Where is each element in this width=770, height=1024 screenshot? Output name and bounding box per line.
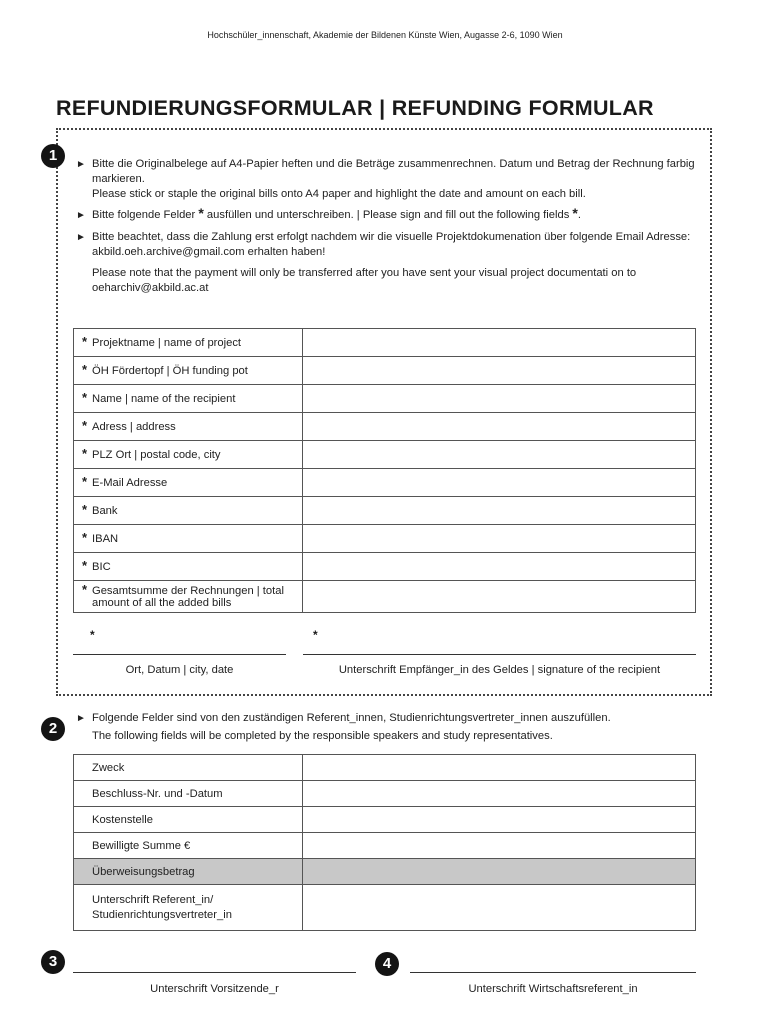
official-use-table [73, 754, 696, 931]
official-field-label: Beschluss-Nr. und -Datum [74, 781, 303, 807]
field-label-cell [74, 553, 303, 581]
official-field-input[interactable] [302, 755, 695, 781]
official-row [74, 807, 696, 833]
official-field-input[interactable] [302, 807, 695, 833]
required-star: * [82, 473, 88, 489]
place-date-label: Ort, Datum | city, date [125, 664, 234, 676]
instruction-1-en: Please stick or staple the original bills onto A4 paper and highlight the date and amount on each bill. [92, 188, 586, 200]
official-field-label: Unterschrift Referent_in/ Studienrichtungsvertreter_in [74, 885, 303, 931]
chair-signature-line[interactable] [73, 972, 356, 973]
place-date-signature-line[interactable] [73, 654, 286, 655]
chair-signature-label: Unterschrift Vorsitzende_r [150, 983, 279, 995]
finance-officer-signature-label: Unterschrift Wirtschaftsreferent_in [468, 983, 638, 995]
field-label: Projektname | name of project [92, 336, 242, 349]
required-star: * [82, 445, 88, 461]
instruction-3 [76, 230, 696, 296]
field-label: IBAN [92, 532, 119, 545]
required-star: * [82, 361, 88, 377]
official-field-label: Bewilligte Summe € [74, 833, 303, 859]
field-input[interactable] [302, 441, 695, 469]
official-field-input[interactable] [302, 833, 695, 859]
form-row [74, 553, 696, 581]
official-row [74, 885, 696, 931]
instruction-3-de: Bitte beachtet, dass die Zahlung erst erfolgt nachdem wir die visuelle Projektdokumenation über folgende Email Adresse: akbild.oeh.archive@gmail.com erhalten haben! [92, 231, 691, 258]
instruction-section-2 [76, 711, 706, 744]
field-label-cell [74, 357, 303, 385]
form-row [74, 469, 696, 497]
official-field-label: Zweck [74, 755, 303, 781]
field-input[interactable] [302, 385, 695, 413]
bullet-arrow-icon: ► [76, 232, 86, 243]
required-star: * [82, 389, 88, 405]
field-input[interactable] [302, 525, 695, 553]
instruction-1-de: Bitte die Originalbelege auf A4-Papier heften und die Beträge zusammenrechnen. Datum und Betrag der Rechnung farbig markieren. [92, 158, 695, 185]
step-2-badge: 2 [41, 717, 65, 741]
step-4-badge: 4 [375, 952, 399, 976]
page-title: REFUNDIERUNGSFORMULAR | REFUNDING FORMULAR [56, 96, 654, 120]
instruction-1 [76, 157, 696, 202]
field-label: BIC [92, 560, 111, 573]
bullet-arrow-icon: ► [76, 159, 86, 170]
field-label: PLZ Ort | postal code, city [92, 448, 221, 461]
official-field-label: Überweisungsbetrag [74, 859, 303, 885]
form-row [74, 385, 696, 413]
instruction-2-part-a: Bitte folgende Felder [92, 209, 196, 221]
field-label-cell [74, 525, 303, 553]
recipient-info-table [73, 328, 696, 613]
field-label-cell [74, 497, 303, 525]
form-row [74, 525, 696, 553]
field-label-cell [74, 441, 303, 469]
header-address: Hochschüler_innenschaft, Akademie der Bildenen Künste Wien, Augasse 2-6, 1090 Wien [207, 30, 563, 40]
field-label-cell [74, 581, 303, 613]
field-input[interactable] [302, 469, 695, 497]
required-star: * [82, 581, 88, 597]
finance-officer-signature-line[interactable] [410, 972, 696, 973]
field-input[interactable] [302, 329, 695, 357]
instruction-2 [76, 205, 696, 223]
official-row [74, 755, 696, 781]
form-row [74, 581, 696, 613]
required-star: * [82, 333, 88, 349]
field-label: E-Mail Adresse [92, 476, 168, 489]
required-star: * [90, 628, 95, 642]
official-row [74, 833, 696, 859]
field-label: ÖH Fördertopf | ÖH funding pot [92, 364, 248, 377]
official-row [74, 859, 696, 885]
field-label: Name | name of the recipient [92, 392, 236, 405]
field-label: Bank [92, 504, 118, 517]
field-input[interactable] [302, 497, 695, 525]
required-star: * [82, 417, 88, 433]
instruction-3-en: Please note that the payment will only be transferred after you have sent your visual project documentati on to oeharchiv@akbild.ac.at [92, 267, 637, 294]
field-label-cell [74, 469, 303, 497]
field-input[interactable] [302, 357, 695, 385]
instruction-section-2-en: The following fields will be completed by the responsible speakers and study representatives. [92, 730, 553, 742]
field-label-cell [74, 413, 303, 441]
form-row [74, 413, 696, 441]
required-star: * [572, 205, 578, 221]
form-row [74, 329, 696, 357]
official-field-input[interactable] [302, 885, 695, 931]
recipient-signature-line[interactable] [303, 654, 696, 655]
bullet-arrow-icon: ► [76, 713, 86, 724]
step-3-badge: 3 [41, 950, 65, 974]
required-star: * [198, 205, 204, 221]
field-label: Gesamtsumme der Rechnungen | total amount of all the added bills [92, 584, 284, 609]
field-input[interactable] [302, 413, 695, 441]
instruction-2-part-b: ausfüllen und unterschreiben. | Please sign and fill out the following fields [206, 209, 570, 221]
bullet-arrow-icon: ► [76, 210, 86, 221]
required-star: * [82, 557, 88, 573]
field-input[interactable] [302, 553, 695, 581]
form-row [74, 497, 696, 525]
field-label: Adress | address [92, 420, 176, 433]
form-row [74, 441, 696, 469]
official-row [74, 781, 696, 807]
recipient-signature-label: Unterschrift Empfänger_in des Geldes | signature of the recipient [338, 664, 661, 676]
field-input[interactable] [302, 581, 695, 613]
step-1-badge: 1 [41, 144, 65, 168]
form-row [74, 357, 696, 385]
required-star: * [82, 501, 88, 517]
required-star: * [82, 529, 88, 545]
instruction-2-part-c: . [577, 209, 581, 221]
field-label-cell [74, 385, 303, 413]
official-field-input[interactable] [302, 859, 695, 885]
instruction-section-2-de: Folgende Felder sind von den zuständigen Referent_innen, Studienrichtungsvertreter_innen auszufüllen. [92, 712, 611, 724]
field-label-cell [74, 329, 303, 357]
official-field-input[interactable] [302, 781, 695, 807]
official-field-label: Kostenstelle [74, 807, 303, 833]
required-star: * [313, 628, 318, 642]
